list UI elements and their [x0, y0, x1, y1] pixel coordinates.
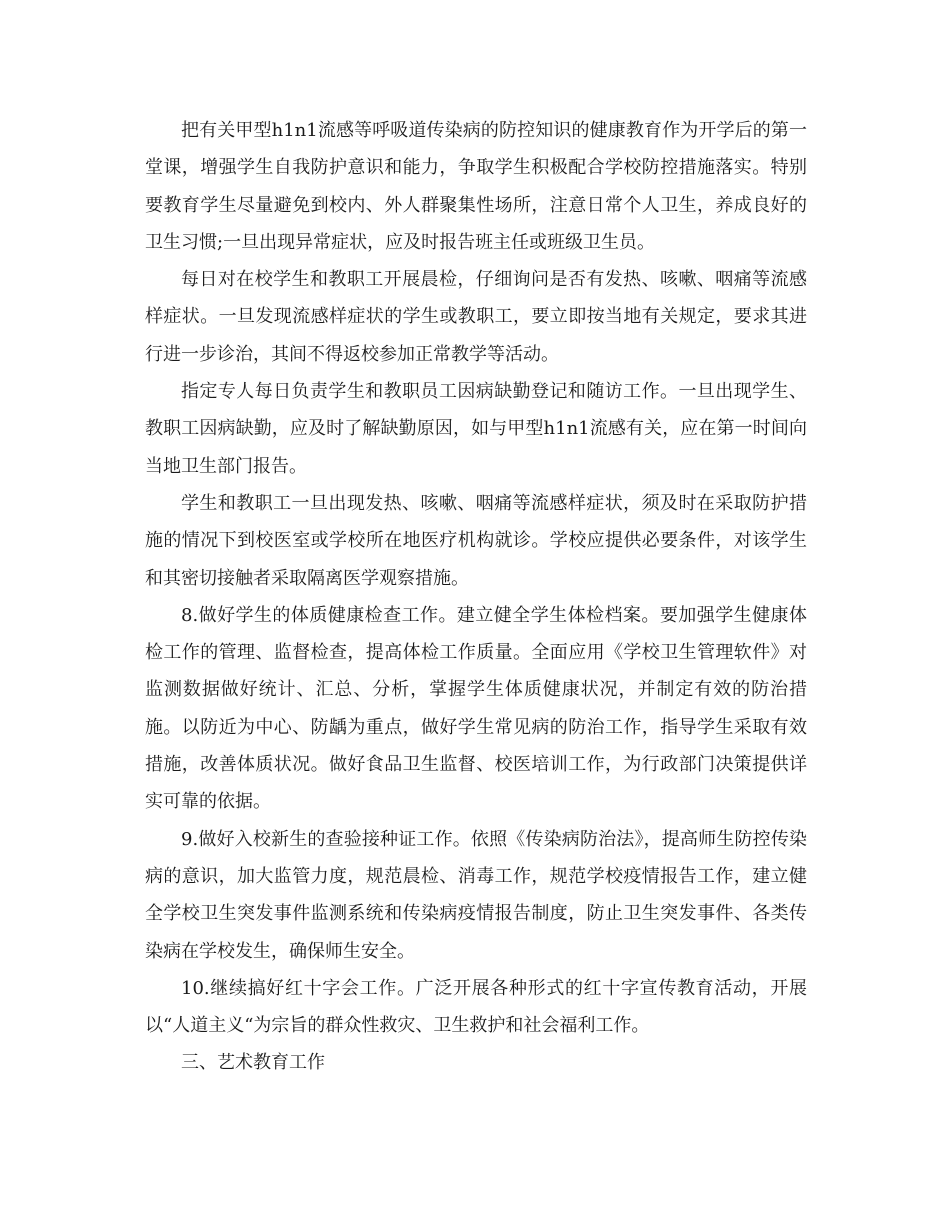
paragraph-flu-education: 把有关甲型h1n1流感等呼吸道传染病的防控知识的健康教育作为开学后的第一堂课，增强学生自我防护意识和能力，争取学生积极配合学校防控措施落实。特别要教育学生尽量避免到校内、外人群聚集性场所，注意日常个人卫生，养成良好的卫生习惯;一旦出现异常症状，应及时报告班主任或班级卫生员。 [145, 120, 807, 253]
paragraph-morning-check: 每日对在校学生和教职工开展晨检，仔细询问是否有发热、咳嗽、咽痛等流感样症状。一旦发现流感样症状的学生或教职工，要立即按当地有关规定，要求其进行进一步诊治，其间不得返校参加正常教学等活动。 [145, 269, 807, 365]
paragraph-item-8: 8.做好学生的体质健康检查工作。建立健全学生体检档案。要加强学生健康体检工作的管理、监督检查，提高体检工作质量。全面应用《学校卫生管理软件》对监测数据做好统计、汇总、分析，掌握学生体质健康状况，并制定有效的防治措施。以防近为中心、防龋为重点，做好学生常见病的防治工作，指导学生采取有效措施，改善体质状况。做好食品卫生监督、校医培训工作，为行政部门决策提供详实可靠的依据。 [145, 604, 807, 813]
document-body [145, 112, 807, 1082]
paragraph-absence-tracking: 指定专人每日负责学生和教职员工因病缺勤登记和随访工作。一旦出现学生、教职工因病缺勤，应及时了解缺勤原因，如与甲型h1n1流感有关，应在第一时间向当地卫生部门报告。 [145, 381, 807, 477]
paragraph-item-10: 10.继续搞好红十字会工作。广泛开展各种形式的红十字宣传教育活动，开展以“人道主义“为宗旨的群众性救灾、卫生救护和社会福利工作。 [145, 977, 807, 1037]
section-heading-art-education: 三、艺术教育工作 [181, 1052, 325, 1074]
paragraph-item-9: 9.做好入校新生的查验接种证工作。依照《传染病防治法》，提高师生防控传染病的意识，加大监管力度，规范晨检、消毒工作，规范学校疫情报告工作，建立健全学校卫生突发事件监测系统和传染病疫情报告制度，防止卫生突发事件、各类传染病在学校发生，确保师生安全。 [145, 828, 807, 962]
paragraph-symptom-response: 学生和教职工一旦出现发热、咳嗽、咽痛等流感样症状，须及时在采取防护措施的情况下到校医室或学校所在地医疗机构就诊。学校应提供必要条件，对该学生和其密切接触者采取隔离医学观察措施。 [145, 492, 807, 589]
